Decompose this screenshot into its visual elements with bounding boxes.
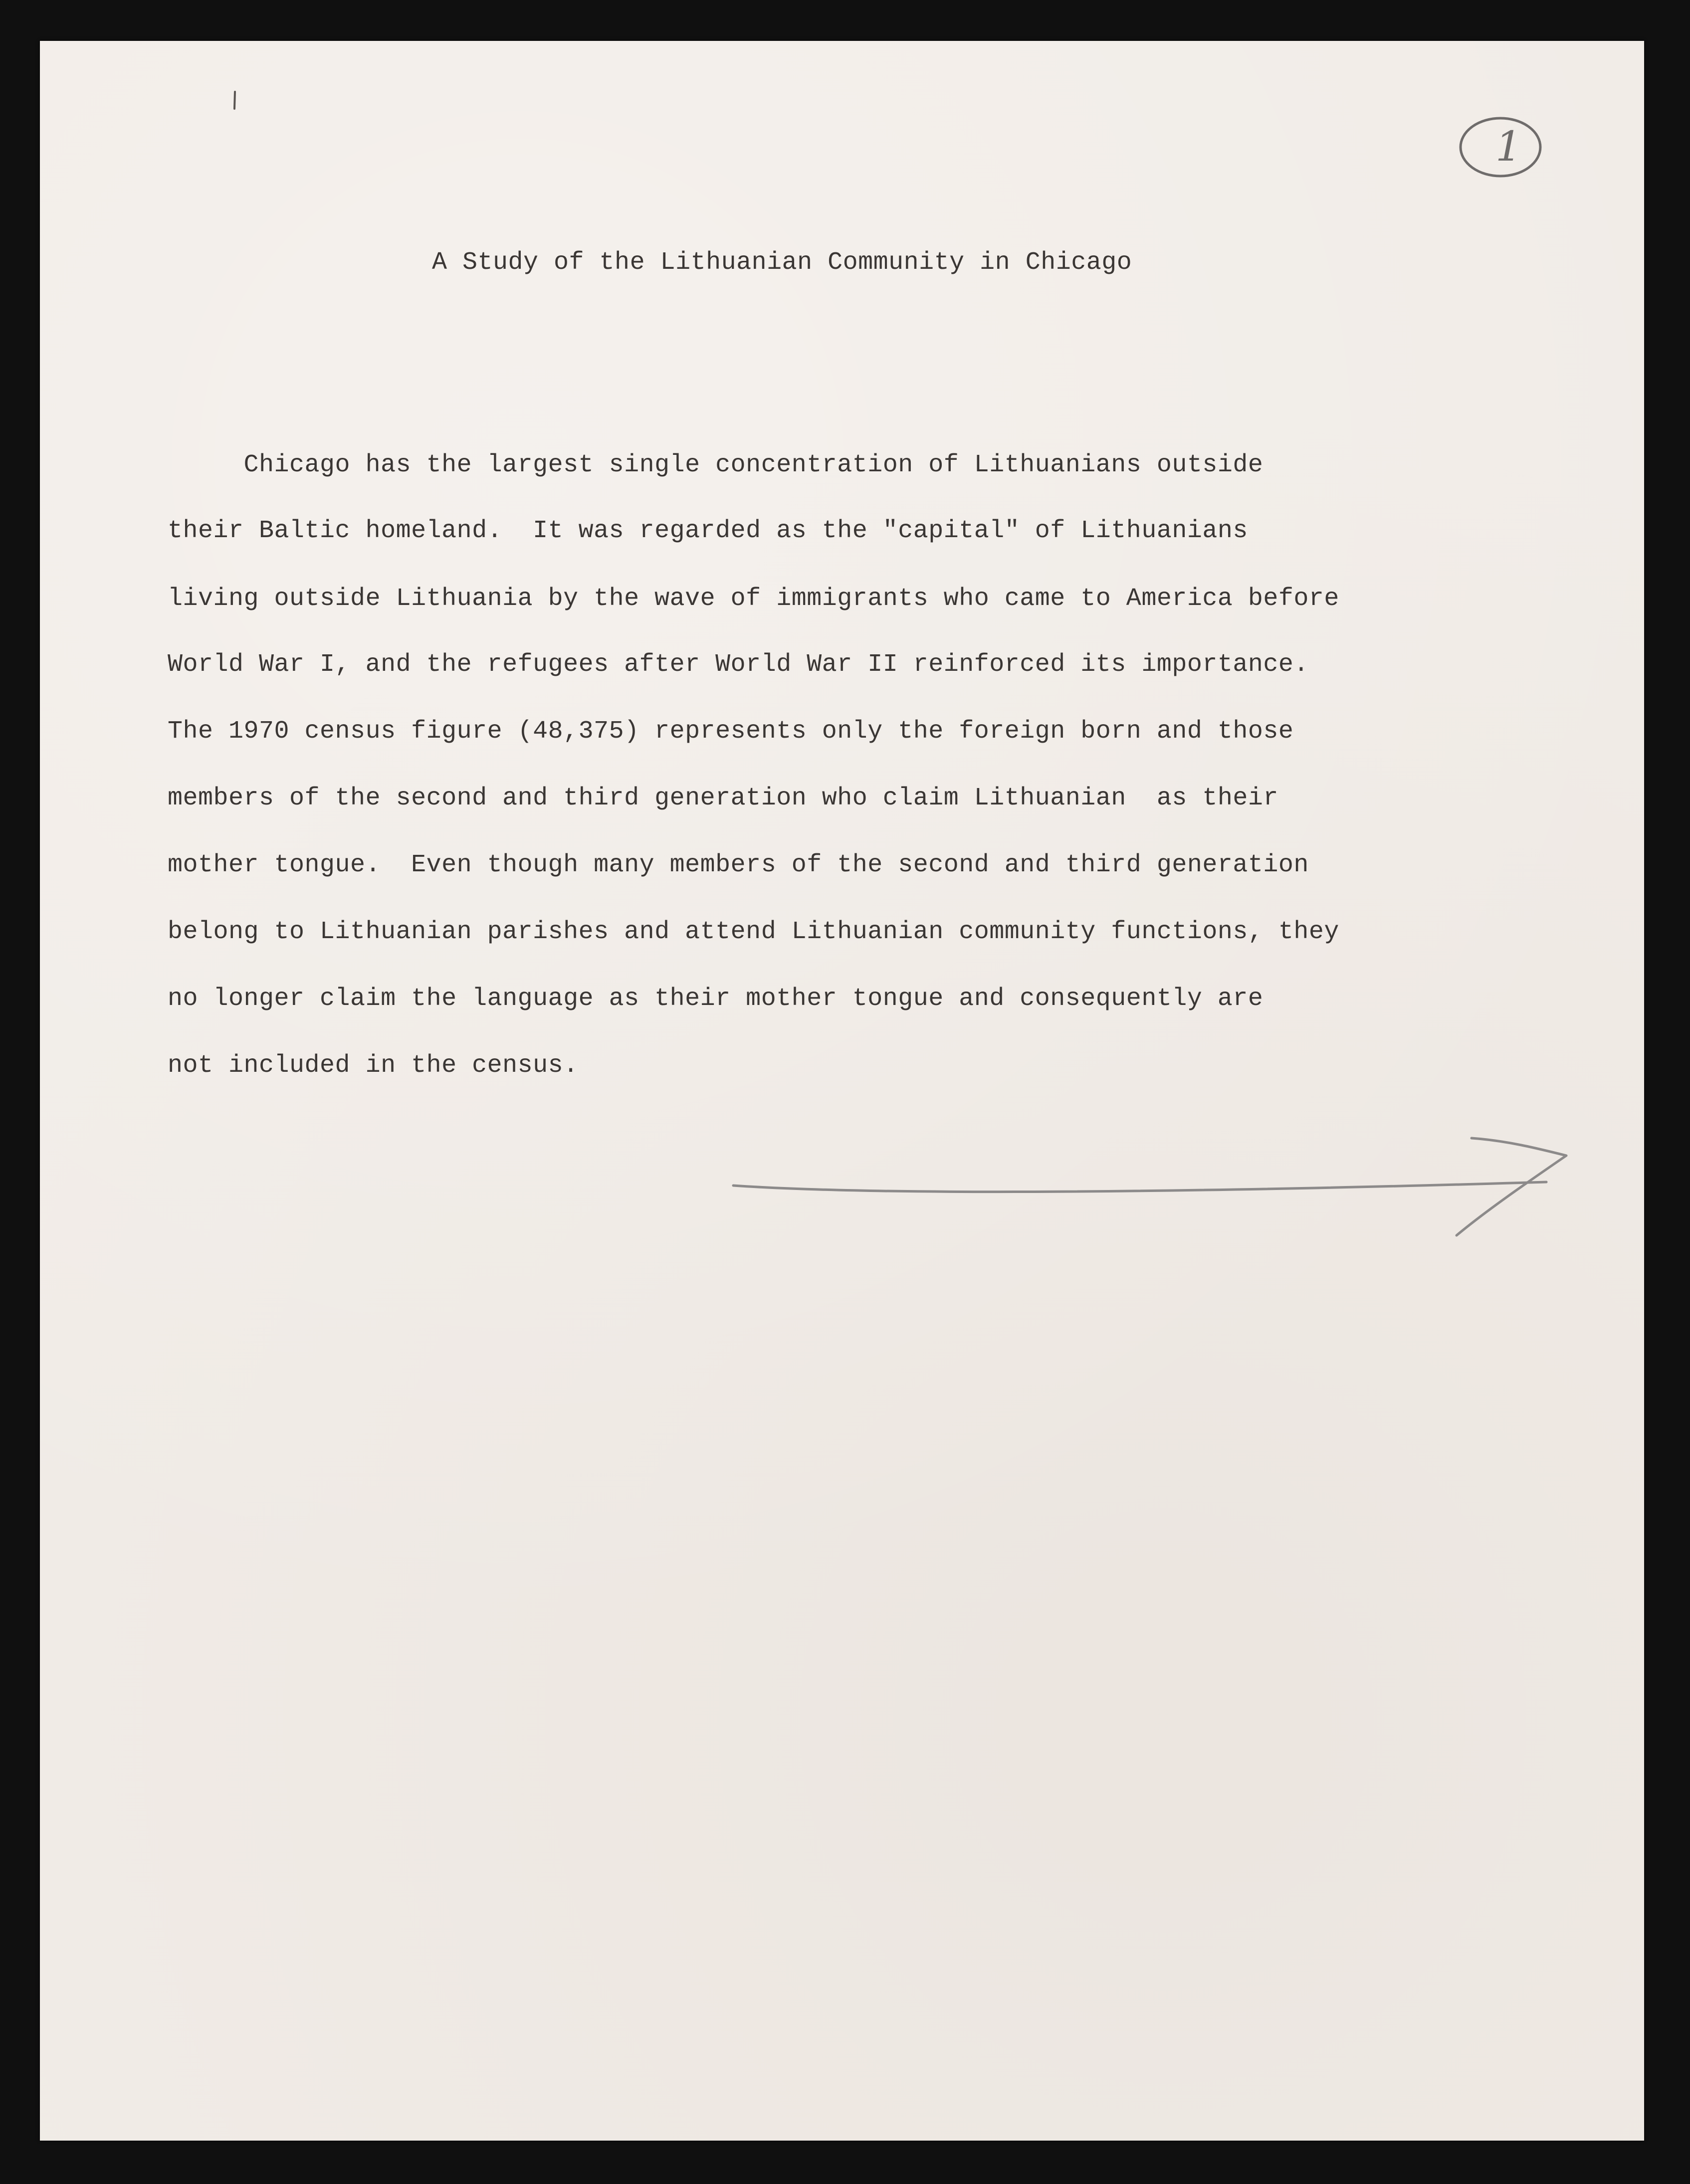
paragraph-line-9: no longer claim the language as their mother tongue and consequently are xyxy=(168,985,1264,1013)
ink-tick-mark xyxy=(231,91,238,111)
svg-text:1: 1 xyxy=(1495,123,1522,171)
paragraph-line-1: Chicago has the largest single concentration of Lithuanians outside xyxy=(168,451,1264,479)
paragraph-line-4: World War I, and the refugees after World War II reinforced its importance. xyxy=(168,650,1309,679)
paragraph-line-2: their Baltic homeland. It was regarded as the "capital" of Lithuanians xyxy=(168,517,1248,545)
paragraph-line-10: not included in the census. xyxy=(168,1051,579,1080)
paragraph-line-8: belong to Lithuanian parishes and attend Lithuanian community functions, they xyxy=(168,918,1339,946)
pencil-arrow-icon xyxy=(728,1128,1576,1248)
document-title: A Study of the Lithuanian Community in Chicago xyxy=(432,248,1132,277)
paragraph-line-7: mother tongue. Even though many members of the second and third generation xyxy=(168,851,1309,879)
paragraph-line-5: The 1970 census figure (48,375) represents only the foreign born and those xyxy=(168,717,1294,746)
circled-number-icon xyxy=(1446,110,1555,185)
paragraph-line-3: living outside Lithuania by the wave of immigrants who came to America before xyxy=(168,585,1339,613)
document-page xyxy=(40,41,1644,2141)
handwritten-page-number xyxy=(1446,110,1555,185)
paragraph-line-6: members of the second and third generation who claim Lithuanian as their xyxy=(168,784,1278,812)
